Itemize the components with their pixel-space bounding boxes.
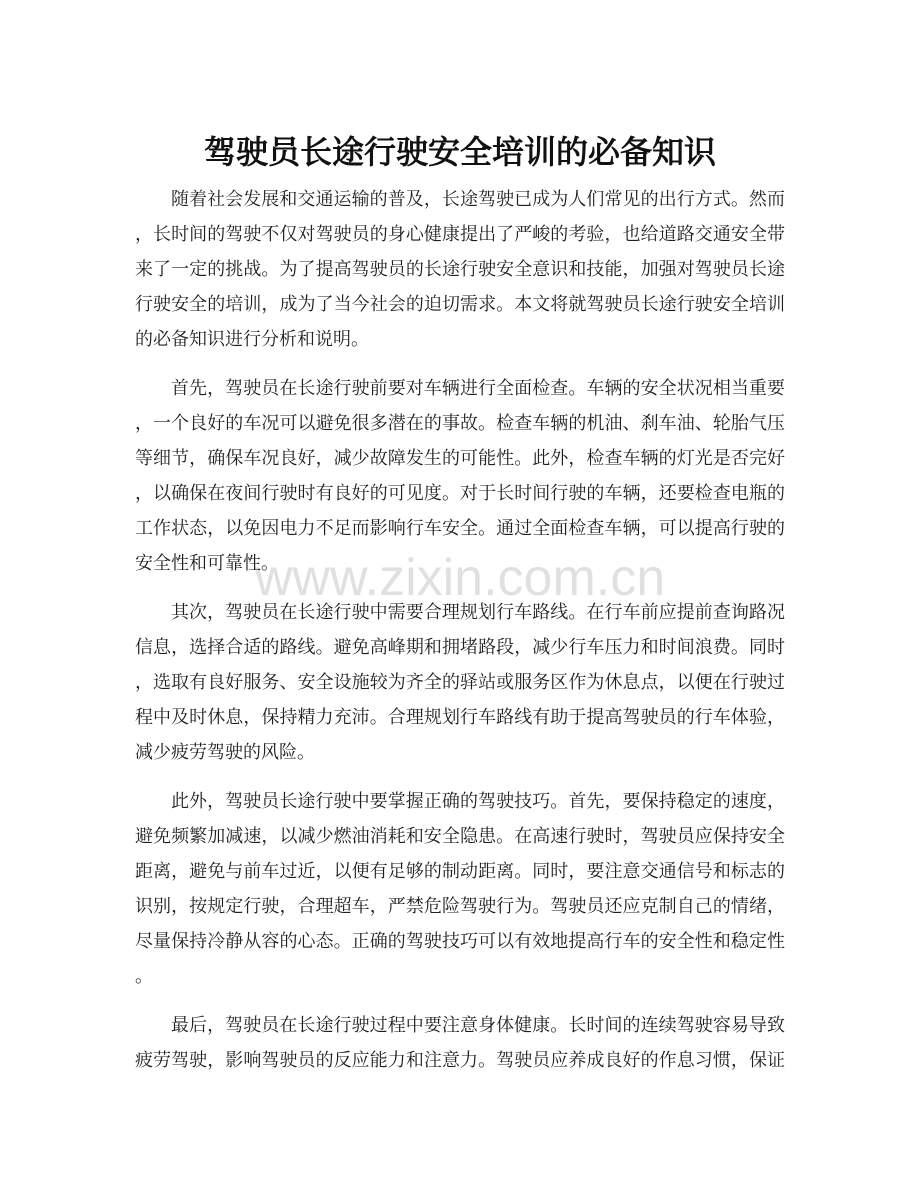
paragraph-line: ，长时间的驾驶不仅对驾驶员的身心健康提出了严峻的考验，也给道路交通安全带	[135, 224, 785, 245]
paragraph-line: 减少疲劳驾驶的风险。	[135, 742, 315, 763]
paragraph-line: 等细节，确保车况良好，减少故障发生的可能性。此外，检查车辆的灯光是否完好	[135, 448, 785, 469]
paragraph-line: 来了一定的挑战。为了提高驾驶员的长途行驶安全意识和技能，加强对驾驶员长途	[135, 259, 785, 280]
document-body	[135, 182, 785, 1092]
paragraph-line: 首先，驾驶员在长途行驶前要对车辆进行全面检查。车辆的安全状况相当重要	[171, 378, 785, 399]
paragraph-line: 距离，避免与前车过近，以便有足够的制动距离。同时，要注意交通信号和标志的	[135, 861, 785, 882]
paragraph-line: 疲劳驾驶，影响驾驶员的反应能力和注意力。驾驶员应养成良好的作息习惯，保证	[135, 1050, 785, 1071]
paragraph-line: ，选取有良好服务、安全设施较为齐全的驿站或服务区作为休息点，以便在行驶过	[135, 672, 785, 693]
paragraph-line: 尽量保持冷静从容的心态。正确的驾驶技巧可以有效地提高行车的安全性和稳定性	[135, 931, 785, 952]
paragraph-line: 的必备知识进行分析和说明。	[135, 329, 369, 350]
paragraph-line: 最后，驾驶员在长途行驶过程中要注意身体健康。长时间的连续驾驶容易导致	[171, 1015, 785, 1036]
paragraph-line: ，以确保在夜间行驶时有良好的可见度。对于长时间行驶的车辆，还要检查电瓶的	[135, 483, 785, 504]
watermark: www.zixin.com.cn	[254, 549, 666, 607]
paragraph	[135, 595, 785, 770]
paragraph	[135, 1008, 785, 1078]
paragraph-line: 此外，驾驶员长途行驶中要掌握正确的驾驶技巧。首先，要保持稳定的速度，	[171, 791, 785, 812]
paragraph-line: 信息，选择合适的路线。避免高峰期和拥堵路段，减少行车压力和时间浪费。同时	[135, 637, 785, 658]
paragraph-line: 避免频繁加减速，以减少燃油消耗和安全隐患。在高速行驶时，驾驶员应保持安全	[135, 826, 785, 847]
paragraph-line: 行驶安全的培训，成为了当今社会的迫切需求。本文将就驾驶员长途行驶安全培训	[135, 294, 785, 315]
paragraph-line: 程中及时休息，保持精力充沛。合理规划行车路线有助于提高驾驶员的行车体验，	[135, 707, 785, 728]
page-title: 驾驶员长途行驶安全培训的必备知识	[203, 133, 716, 172]
paragraph	[135, 182, 785, 357]
paragraph	[135, 371, 785, 581]
paragraph-line: 工作状态，以免因电力不足而影响行车安全。通过全面检查车辆，可以提高行驶的	[135, 518, 785, 539]
paragraph-line: 识别，按规定行驶，合理超车，严禁危险驾驶行为。驾驶员还应克制自己的情绪，	[135, 896, 785, 917]
paragraph-line: 其次，驾驶员在长途行驶中需要合理规划行车路线。在行车前应提前查询路况	[171, 602, 785, 623]
paragraph-line: 随着社会发展和交通运输的普及，长途驾驶已成为人们常见的出行方式。然而	[171, 189, 785, 210]
paragraph-line: ，一个良好的车况可以避免很多潜在的事故。检查车辆的机油、刹车油、轮胎气压	[135, 413, 785, 434]
paragraph-line: 安全性和可靠性。	[135, 553, 279, 574]
paragraph	[135, 784, 785, 994]
paragraph-line: 。	[135, 966, 153, 987]
